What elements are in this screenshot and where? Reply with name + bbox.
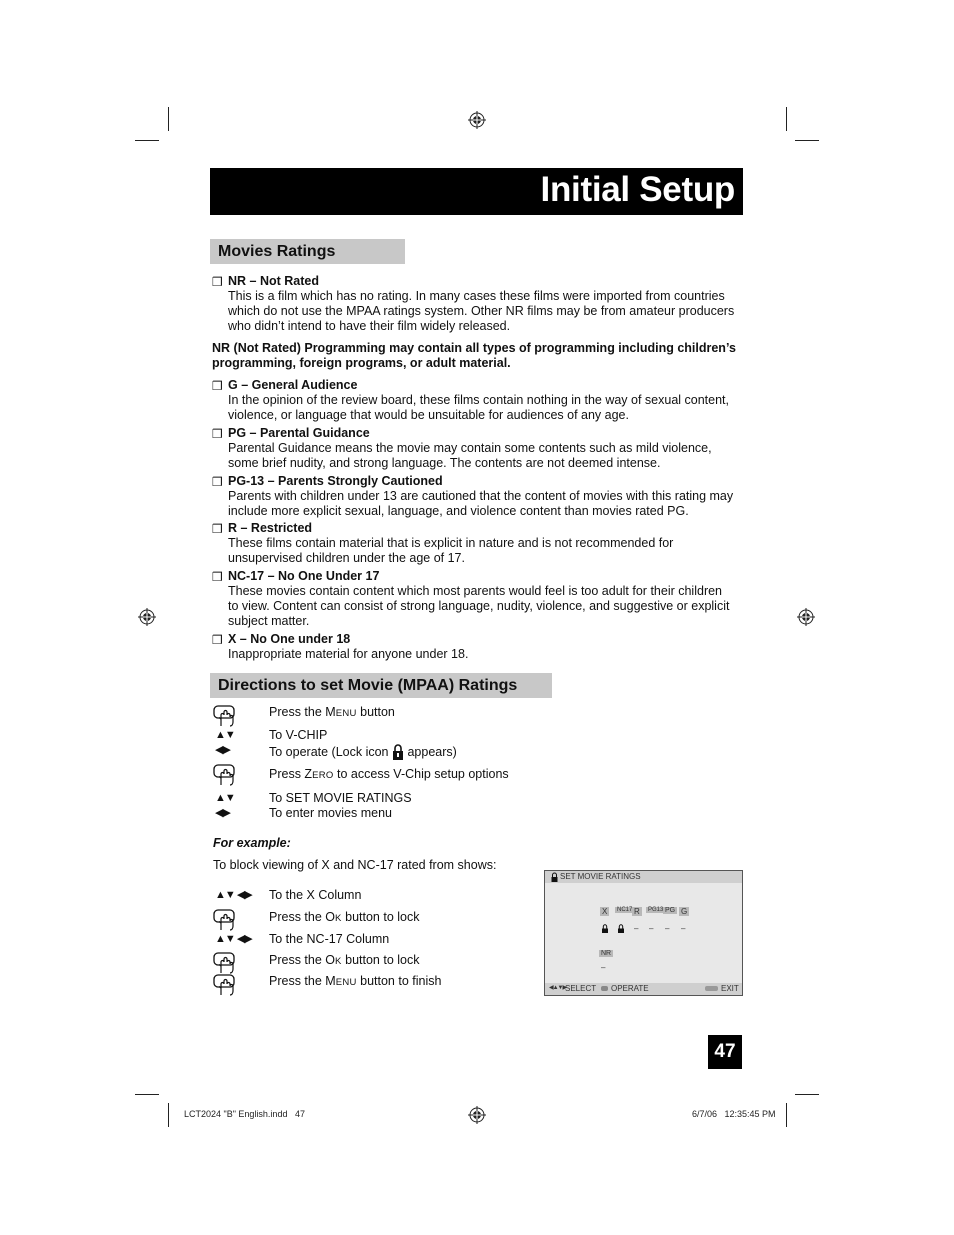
rating-item-nc17 [212,569,752,629]
remote-hand-icon [212,703,236,727]
rating-title: ❒ PG – Parental Guidance [212,426,370,441]
up-down-arrows-icon: ▲▼ [215,729,235,741]
step-press-zero: Press ZERO to access V-Chip setup options [269,767,509,781]
rating-title: ❒ R – Restricted [212,521,313,536]
osd-mark-g: – [681,924,686,933]
osd-arrows-icon: ◀▲▼▶ [549,985,567,991]
example-step-x-column: To the X Column [269,888,362,902]
osd-col-r[interactable]: R [634,907,640,916]
rating-item-pg13 [212,474,752,519]
osd-exit-label: EXIT [721,984,739,993]
example-step-press-ok: Press the OK button to lock [269,953,420,967]
step-to-set-movie-ratings: To SET MOVIE RATINGS [269,791,412,805]
checkbox-icon: ❒ [212,633,223,647]
checkbox-icon: ❒ [212,570,223,584]
crop-mark [795,1094,819,1095]
osd-col-x[interactable]: X [602,907,608,916]
rating-description: In the opinion of the review board, these films contain nothing in the way of sexual content, violence, or language that would be unsuitable for audiences of any age. [228,393,730,422]
rating-description: Parental Guidance means the movie may contain some contents such as mild violence, some brief nudity, and strong language. The contents are not deemed intense. [228,441,712,470]
checkbox-icon: ❒ [212,379,223,393]
osd-set-movie-ratings-screen [544,870,743,996]
osd-col-nr[interactable]: NR [601,950,612,957]
crop-mark [168,1103,169,1127]
title-bar [210,168,743,215]
crop-mark [168,107,169,131]
osd-menu-icon [705,986,718,991]
example-intro: To block viewing of X and NC-17 rated from shows: [213,858,497,872]
step-to-operate: To operate (Lock icon appears) [269,745,457,759]
registration-mark-icon [797,608,815,626]
crop-mark [786,1103,787,1127]
lock-icon [618,924,624,933]
osd-col-g[interactable]: G [681,907,688,916]
remote-hand-icon [212,907,236,931]
step-press-menu: Press the MENU button [269,705,395,719]
example-step-press-ok: Press the OK button to lock [269,910,420,924]
osd-mark-nr: – [601,963,606,972]
osd-title: SET MOVIE RATINGS [560,872,641,881]
checkbox-icon: ❒ [212,522,223,536]
checkbox-icon: ❒ [212,275,223,289]
osd-col-nc17[interactable]: NC17 [617,907,633,913]
remote-hand-icon [212,972,236,996]
checkbox-icon: ❒ [212,475,223,489]
checkbox-icon: ❒ [212,427,223,441]
registration-mark-icon [468,111,486,129]
rating-title: ❒ G – General Audience [212,378,358,393]
rating-title: ❒ NR – Not Rated [212,274,319,289]
remote-hand-icon [212,950,236,974]
step-to-vchip: To V-CHIP [269,728,328,742]
rating-title: ❒ NC-17 – No One Under 17 [212,569,380,584]
osd-operate-label: OPERATE [611,984,649,993]
rating-item-nr [212,274,752,334]
osd-col-pg13[interactable]: PG13 [648,907,664,913]
rating-description: This is a film which has no rating. In many cases these films were imported from countries which do not use the MPAA ratings system. Other NR films may be from amateur producers who didn’t intend to have their film widely released. [228,289,735,333]
example-step-nc17-column: To the NC-17 Column [269,932,390,946]
osd-mark-r: – [634,924,639,933]
registration-mark-icon [468,1106,486,1124]
lock-icon [602,924,608,933]
remote-hand-icon [212,762,236,786]
up-down-arrows-icon: ▲▼ [215,792,235,804]
crop-mark [795,140,819,141]
all-arrows-icon: ▲▼ ◀▶ [215,889,252,901]
osd-footer-bar [545,983,742,995]
left-right-arrows-icon: ◀▶ [215,807,230,819]
lock-icon [392,743,404,760]
all-arrows-icon: ▲▼ ◀▶ [215,933,252,945]
osd-mark-pg: – [665,924,670,933]
crop-mark [135,140,159,141]
lock-icon [551,872,558,882]
example-label: For example: [213,836,291,850]
osd-ok-icon [601,986,608,991]
rating-item-pg [212,426,752,471]
nr-warning: NR (Not Rated) Programming may contain all types of programming including children’s programming, foreign programs, or adult material. [212,341,736,370]
rating-description: Inappropriate material for anyone under 18. [228,647,469,661]
registration-mark-icon [138,608,156,626]
step-enter-movies-menu: To enter movies menu [269,806,392,820]
rating-description: These movies contain content which most parents would feel is too adult for their children to view. Content can consist of strong language, nudity, violence, and suggestive or explicit subject matter. [228,584,730,628]
rating-title: ❒ PG-13 – Parents Strongly Cautioned [212,474,443,489]
crop-mark [135,1094,159,1095]
crop-mark [786,107,787,131]
rating-description: These films contain material that is explicit in nature and is not recommended for unsupervised children under the age of 17. [228,536,674,565]
footer-date-info: 6/7/06 12:35:45 PM [692,1109,776,1119]
osd-mark-pg13: – [649,924,654,933]
osd-col-pg[interactable]: PG [665,907,676,914]
osd-title-bar [545,871,742,883]
page-title: Initial Setup [540,170,735,209]
osd-select-label: SELECT [565,984,597,993]
left-right-arrows-icon: ◀▶ [215,744,230,756]
page-number: 47 [708,1035,742,1069]
section-heading-movies-ratings: Movies Ratings [210,239,405,264]
rating-title: ❒ X – No One under 18 [212,632,351,647]
example-step-press-menu: Press the MENU button to finish [269,974,442,988]
section-heading-directions: Directions to set Movie (MPAA) Ratings [210,673,552,698]
rating-description: Parents with children under 13 are cautioned that the content of movies with this rating may include more explicit sexual, language, and violence content than movies rated PG. [228,489,734,518]
rating-item-g [212,378,752,423]
rating-item-r [212,521,752,566]
rating-item-x [212,632,752,662]
footer-file-info: LCT2024 "B" English.indd 47 [184,1109,305,1119]
